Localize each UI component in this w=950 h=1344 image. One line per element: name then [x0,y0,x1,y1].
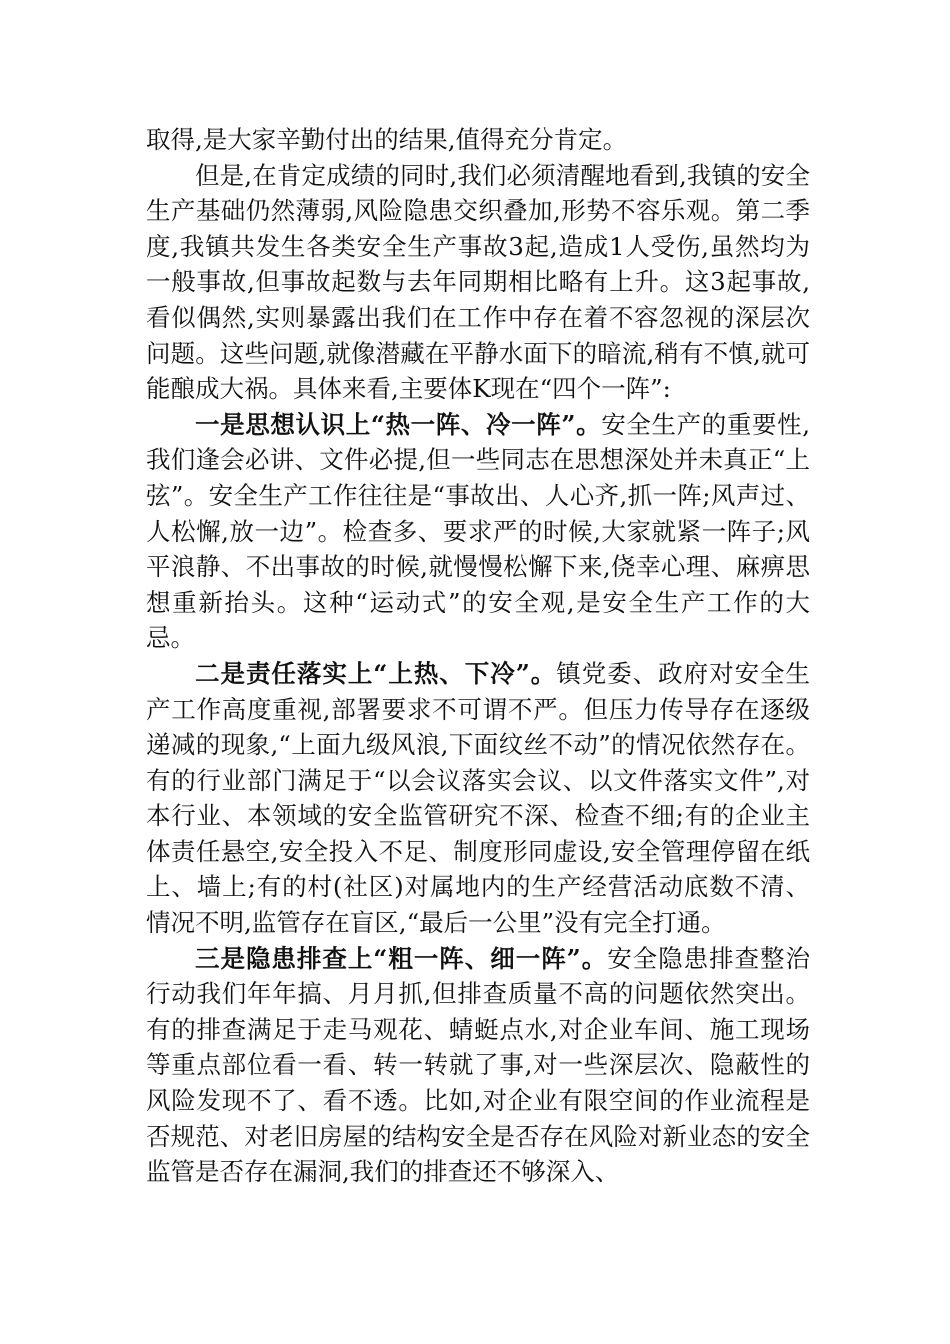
paragraph-text: 但是,在肯定成绩的同时,我们必须清醒地看到,我镇的安全生产基础仍然薄弱,风险隐患交织叠加,形势不容乐观。第二季度,我镇共发生各类安全生产事故3起,造成1人受伤,虽然均为一般事故,但事故起数与去年同期相比略有上升。这3起事故,看似偶然,实则暴露出我们在工作中存在着不容忽视的深层次问题。这些问题,就像潜藏在平静水面下的暗流,稍有不慎,就可能酿成大祸。具体来看,主要体K现在“四个一阵”: [146,160,810,404]
paragraph-point-one [146,407,810,656]
paragraph-lead-heading: 二是责任落实上“上热、下冷”。 [195,658,557,688]
paragraph-lead-heading: 三是隐患排查上“粗一阵、细一阵”。 [195,943,608,973]
paragraph-overview [146,158,810,407]
paragraph-point-two [146,656,810,941]
paragraph-text: 安全隐患排查整治行动我们年年搞、月月抓,但排查质量不高的问题依然突出。有的排查满足于走马观花、蜻蜓点水,对企业车间、施工现场等重点部位看一看、转一转就了事,对一些深层次、隐蔽性的风险发现不了、看不透。比如,对企业有限空间的作业流程是否规范、对老旧房屋的结构安全是否存在风险对新业态的安全监管是否存在漏洞,我们的排查还不够深入、 [146,943,811,1187]
paragraph-text: 安全生产的重要性,我们逢会必讲、文件必提,但一些同志在思想深处并未真正“上弦”。安全生产工作往往是“事故出、人心齐,抓一阵;风声过、人松懈,放一边”。检查多、要求严的时候,大家就紧一阵子;风平浪静、不出事故的时候,就慢慢松懈下来,侥幸心理、麻痹思想重新抬头。这种“运动式”的安全观,是安全生产工作的大忌。 [146,409,810,653]
paragraph-continuation [146,122,810,158]
paragraph-lead-heading: 一是思想认识上“热一阵、冷一阵”。 [195,409,602,439]
paragraph-point-three [146,941,810,1190]
document-body [146,122,810,1190]
paragraph-text: 取得,是大家辛勤付出的结果,值得充分肯定。 [146,125,628,154]
paragraph-text: 镇党委、政府对安全生产工作高度重视,部署要求不可谓不严。但压力传导存在逐级递减的现象,“上面九级风浪,下面纹丝不动”的情况依然存在。有的行业部门满足于“以会议落实会议、以文件落实文件”,对本行业、本领域的安全监管研究不深、检查不细;有的企业主体责任悬空,安全投入不足、制度形同虚设,安全管理停留在纸上、墙上;有的村(社区)对属地内的生产经营活动底数不清、情况不明,监管存在盲区,“最后一公里”没有完全打通。 [146,658,811,938]
